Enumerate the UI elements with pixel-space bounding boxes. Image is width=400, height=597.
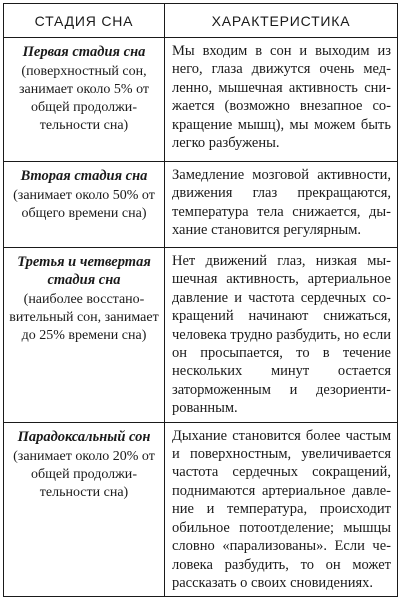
stage-note: (наиболее восстановительный сон, занимает до 25% времени сна): [9, 292, 159, 343]
table-row: [4, 248, 398, 423]
table-row: [4, 38, 398, 162]
stage-note: (занимает около 50% от общего времени сна): [13, 188, 155, 221]
stage-cell: [4, 162, 165, 248]
stage-name: Третья и четвертая стадия сна: [17, 254, 151, 288]
stage-description: Нет движений глаз, низкая мышечная активность, артериальное давление и частота сердечных сокращений начинают снижаться, человека трудно разбудить, но если он просыпается, то в течение нескольких минут остается заторможенным и дезориентированным.: [165, 248, 398, 423]
stage-cell: [4, 422, 165, 597]
stage-cell: [4, 248, 165, 423]
stage-name: Парадоксальный сон: [17, 428, 151, 445]
table-row: [4, 162, 398, 248]
stage-description: Мы входим в сон и выходим из него, глаза движутся очень медленно, мышечная активность снижается (возможно внезапное сокращение мышц), мы можем быть легко разбужены.: [165, 38, 398, 162]
stage-description: Дыхание становится более частым и поверхностным, увеличивается частота сердечных сокращений, поднимаются артериальное давление и температура, происходит обильное потоотделение; мышцы словно «парализованы». Если человека разбудить, то он может рассказать о своих сновидениях.: [165, 422, 398, 597]
stage-description: Замедление мозговой активности, движения глаз прекращаются, температура тела снижается, дыхание становится регулярным.: [165, 162, 398, 248]
stage-note: (поверхностный сон, занимает около 5% от общей продолжительности сна): [18, 64, 150, 133]
sleep-stages-table: [3, 3, 398, 597]
header-description: ХАРАКТЕРИСТИКА: [165, 4, 398, 38]
table-row: [4, 422, 398, 597]
stage-note: (занимает около 20% от общей продолжительности сна): [13, 448, 155, 500]
table-header-row: [4, 4, 398, 38]
header-stage: СТАДИЯ СНА: [4, 4, 165, 38]
stage-cell: [4, 38, 165, 162]
stage-name: Первая стадия сна: [22, 44, 146, 60]
stage-name: Вторая стадия сна: [20, 168, 148, 184]
